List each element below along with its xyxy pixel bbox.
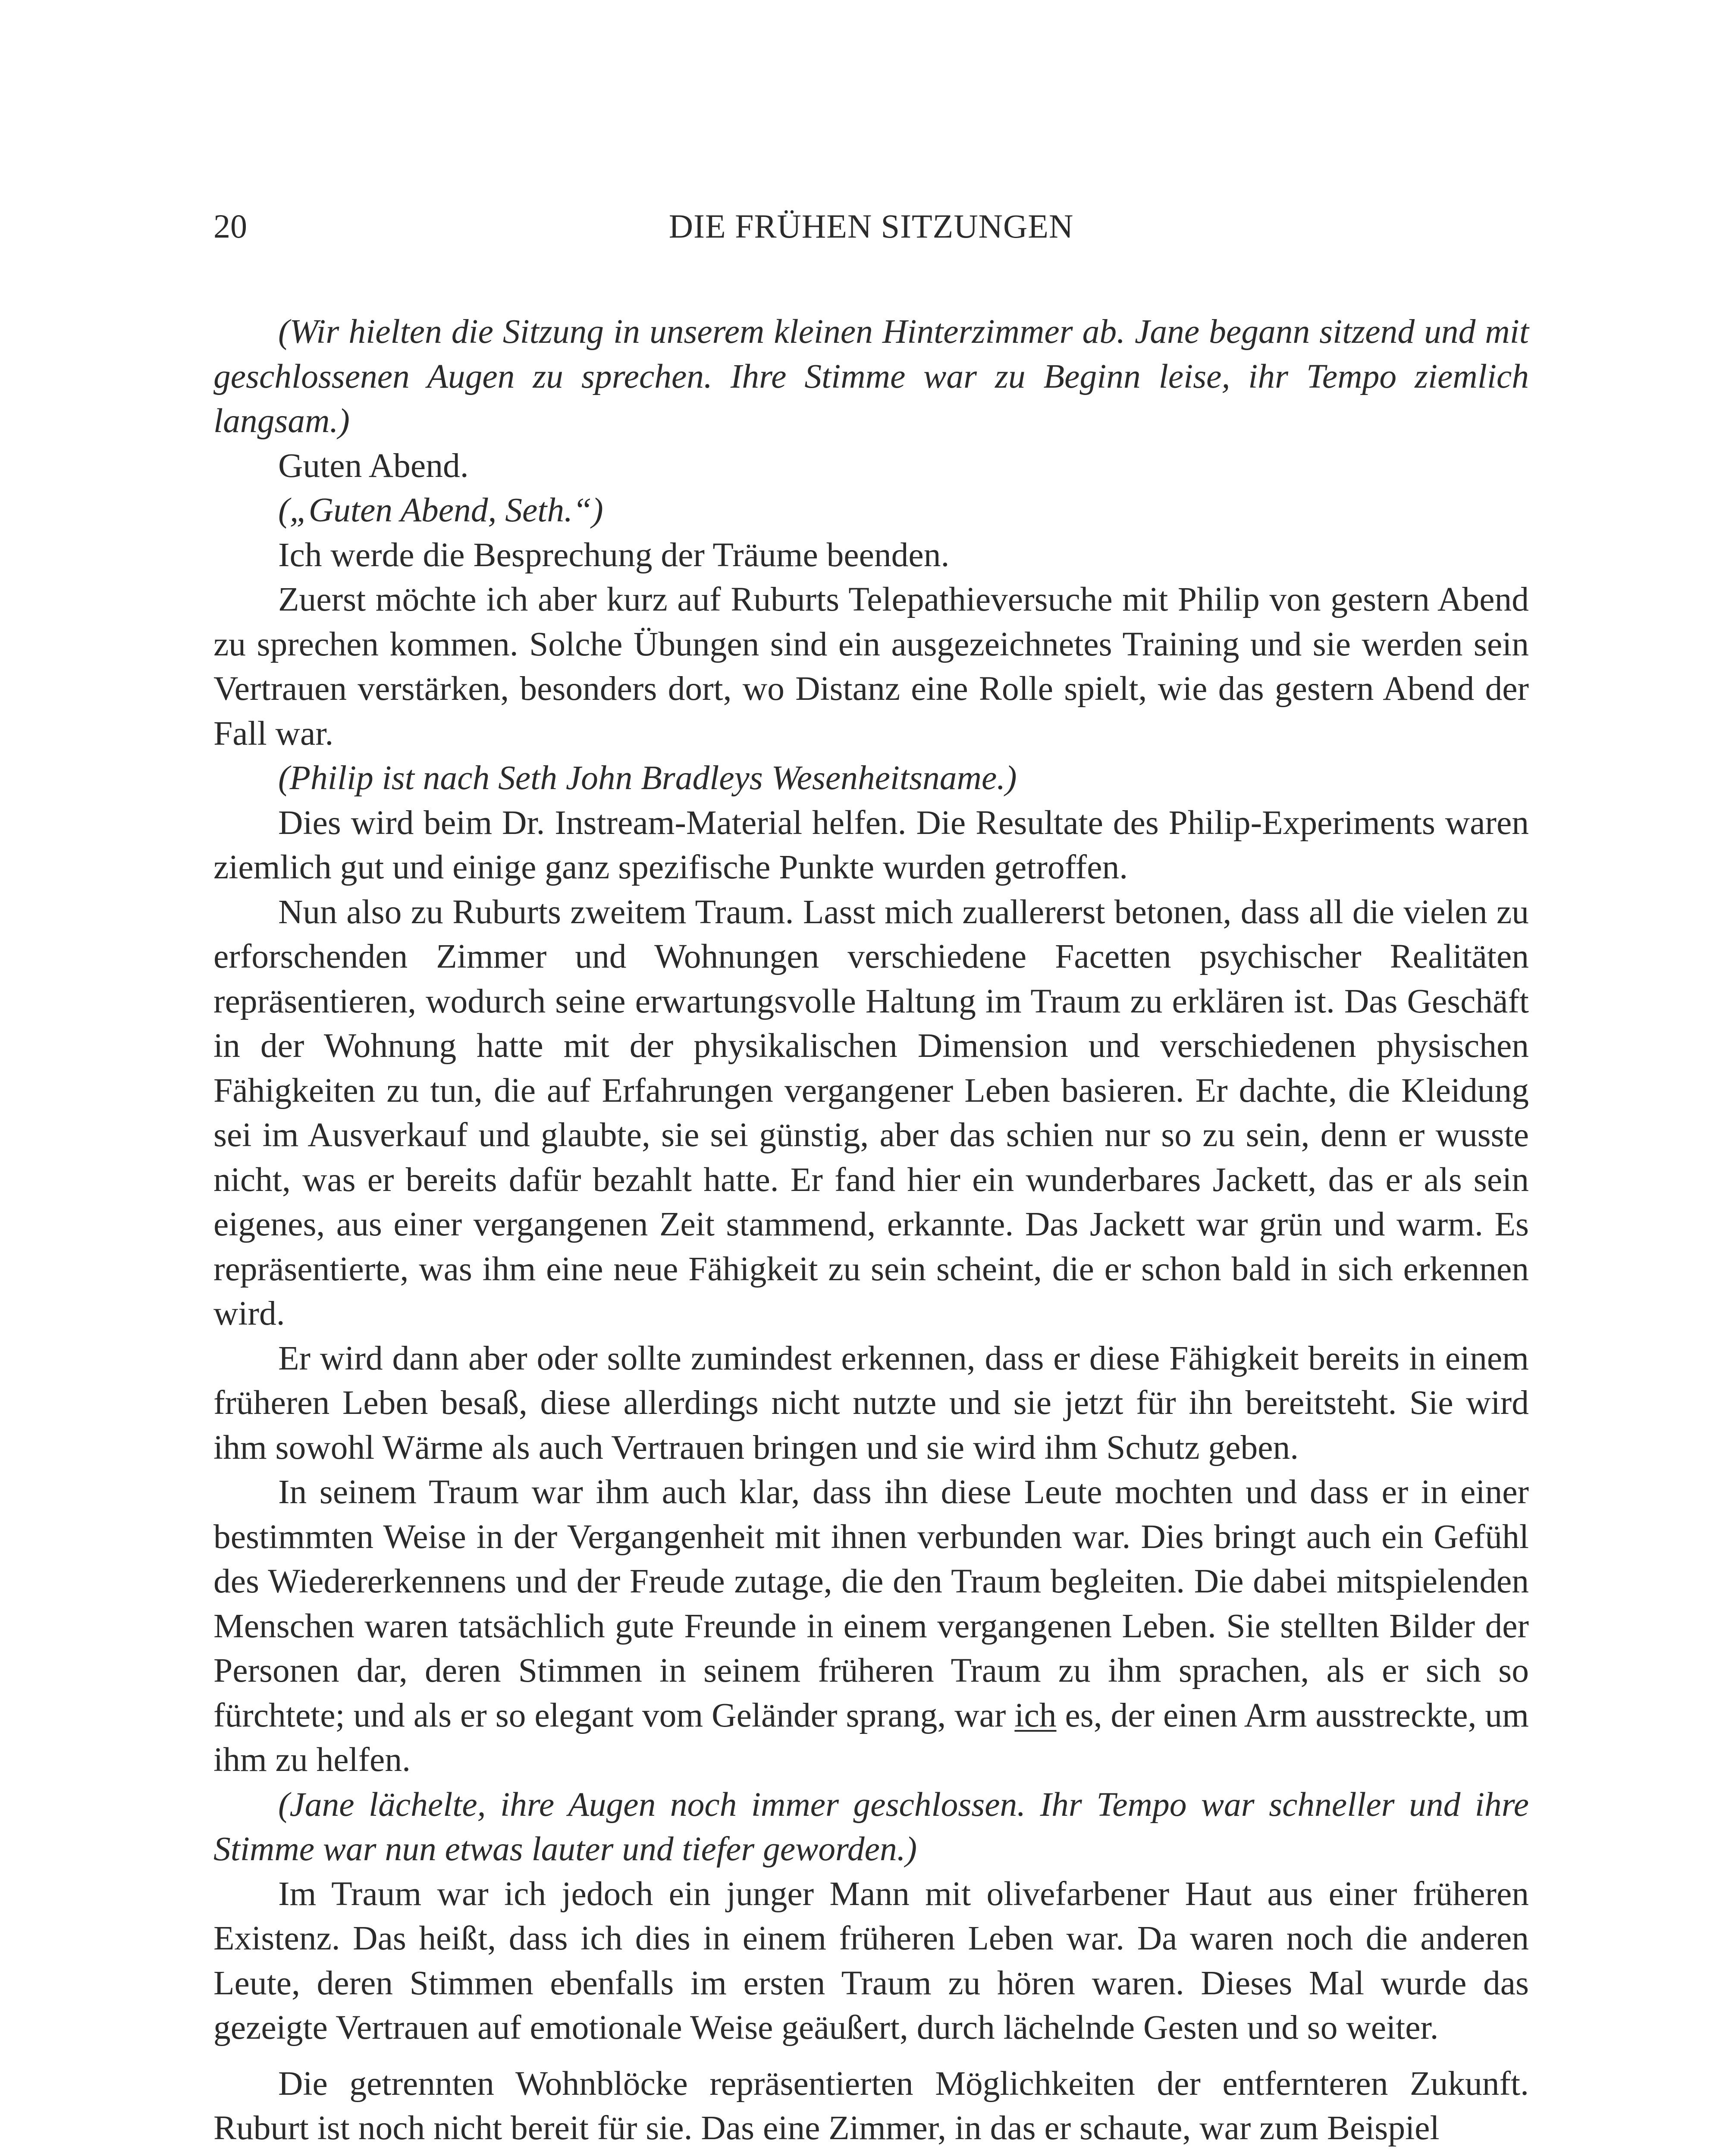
page-number: 20 [213,207,247,245]
paragraph: Zuerst möchte ich aber kurz auf Ruburts Telepathieversuche mit Philip von gestern Abend zu sprechen kommen. Solche Übungen sind ein ausgezeichnetes Training und sie werden sein Vertrauen verstärken, besonders dort, wo Distanz eine Rolle spielt, wie das gestern Abend der Fall war. [213,580,1529,752]
underlined-word: ich [1014,1696,1057,1734]
paragraph: Nun also zu Ruburts zweitem Traum. Lasst mich zuallererst betonen, dass all die vielen zu erforschenden Zimmer und Wohnungen verschiedene Facetten psychischer Realitäten repräsentieren, wodurch seine erwartungsvolle Haltung im Traum zu erklären ist. Das Geschäft in der Wohnung hatte mit der physikalischen Dimension und verschiedenen physischen Fähigkeiten zu tun, die auf Erfahrungen vergangener Leben basieren. Er dachte, die Kleidung sei im Ausverkauf und glaubte, sie sei günstig, aber das schien nur so zu sein, denn er wusste nicht, was er bereits dafür bezahlt hatte. Er fand hier ein wunderbares Jackett, das er als sein eigenes, aus einer vergangenen Zeit stammend, erkannte. Das Jackett war grün und warm. Es repräsentierte, was ihm eine neue Fähigkeit zu sein scheint, die er schon bald in sich erkennen wird. [213,893,1529,1332]
paragraph-session-note: (Wir hielten die Sitzung in unserem kleinen Hinterzimmer ab. Jane begann sitzend und mit geschlossenen Augen zu sprechen. Ihre Stimme war zu Beginn leise, ihr Tempo ziemlich langsam.) [213,313,1529,440]
body-text [213,310,1529,2151]
paragraph: Die getrennten Wohnblöcke repräsentierten Möglichkeiten der entfernteren Zukunft. Ruburt ist noch nicht bereit für sie. Das eine Zimmer, in das er schaute, war zum Beispiel [213,2064,1529,2147]
paragraph: Ich werde die Besprechung der Träume beenden. [278,536,950,574]
paragraph: Er wird dann aber oder sollte zumindest erkennen, dass er diese Fähigkeit bereits in einem früheren Leben besaß, diese allerdings nicht nutzte und sie jetzt für ihn bereitsteht. Sie wird ihm sowohl Wärme als auch Vertrauen bringen und sie wird ihm Schutz geben. [213,1339,1529,1467]
paragraph: Im Traum war ich jedoch ein junger Mann mit olivefarbener Haut aus einer früheren Existenz. Das heißt, dass ich dies in einem früheren Leben war. Da waren noch die anderen Leute, deren Stimmen ebenfalls im ersten Traum zu hören waren. Dieses Mal wurde das gezeigte Vertrauen auf emotionale Weise geäußert, durch lächelnde Gesten und so weiter. [213,1874,1529,2046]
running-title: DIE FRÜHEN SITZUNGEN [668,207,1074,245]
paragraph: Dies wird beim Dr. Instream-Material helfen. Die Resultate des Philip-Experiments waren ziemlich gut und einige ganz spezifische Punkte wurden getroffen. [213,803,1529,886]
page-header [213,203,1529,250]
paragraph [213,1470,1529,1783]
paragraph-note: (Philip ist nach Seth John Bradleys Wesenheitsname.) [278,759,1017,797]
paragraph-reply: („Guten Abend, Seth.“) [278,491,603,529]
paragraph-note: (Jane lächelte, ihre Augen noch immer geschlossen. Ihr Tempo war schneller und ihre Stimme war nun etwas lauter und tiefer geworden.) [213,1785,1529,1868]
paragraph-text-after: es, der einen Arm ausstreckte, um ihm zu helfen. [213,1696,1529,1779]
paragraph-greeting: Guten Abend. [278,446,469,485]
paragraph-text: In seinem Traum war ihm auch klar, dass ihn diese Leute mochten und dass er in einer bestimmten Weise in der Vergangenheit mit ihnen verbunden war. Dies bringt auch ein Gefühl des Wiedererkennens und der Freude zutage, die den Traum begleiten. Die dabei mitspielenden Menschen waren tatsächlich gute Freunde in einem vergangenen Leben. Sie stellten Bilder der Personen dar, deren Stimmen in seinem früheren Traum zu ihm sprachen, als er sich so fürchtete; und als er so elegant vom Geländer sprang, war [213,1473,1529,1734]
